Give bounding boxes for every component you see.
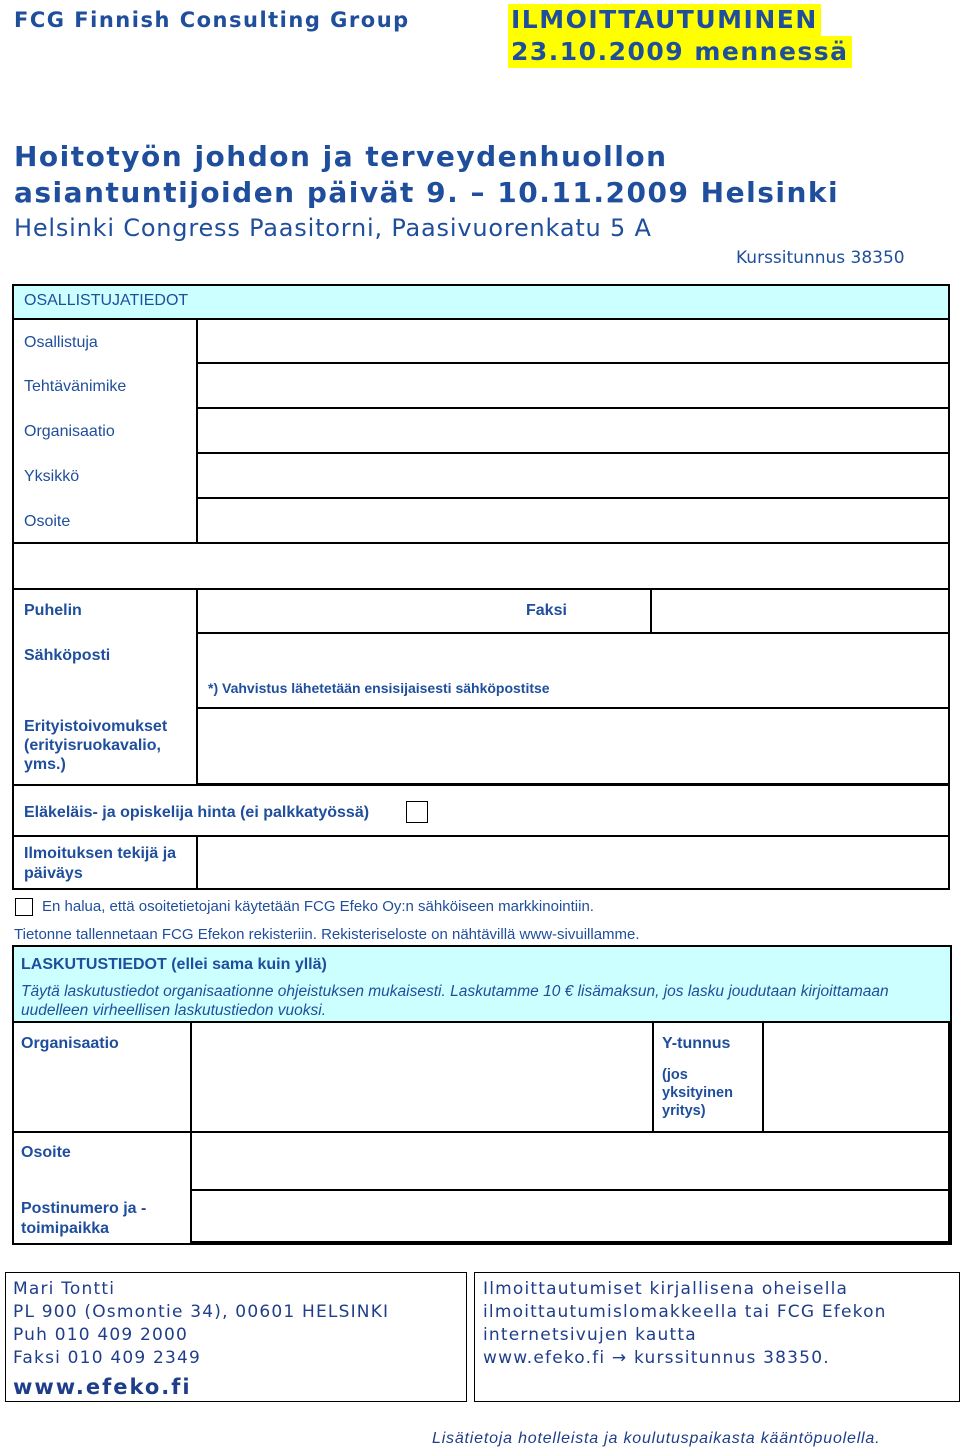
contact-web[interactable]: www.efeko.fi bbox=[13, 1375, 192, 1399]
label-participant: Osallistuja bbox=[24, 334, 98, 351]
contact-address: PL 900 (Osmontie 34), 00601 HELSINKI bbox=[13, 1302, 390, 1322]
registration-info-line2: ilmoittautumislomakkeella tai FCG Efekon bbox=[483, 1302, 887, 1322]
registration-url[interactable]: www.efeko.fi bbox=[483, 1348, 606, 1368]
arrow-right-icon: → bbox=[611, 1348, 628, 1368]
label-unit: Yksikkö bbox=[24, 468, 80, 485]
label-submitter: Ilmoituksen tekijä ja päiväys bbox=[24, 845, 177, 882]
participant-input[interactable] bbox=[196, 318, 950, 364]
label-email: Sähköposti bbox=[24, 647, 111, 664]
event-title-line1: Hoitotyön johdon ja terveydenhuollon bbox=[14, 140, 668, 173]
label-job-title: Tehtävänimike bbox=[24, 378, 127, 395]
billing-label-postal: Postinumero ja -toimipaikka bbox=[21, 1200, 147, 1237]
contact-box bbox=[5, 1272, 467, 1402]
company-name: FCG Finnish Consulting Group bbox=[14, 8, 410, 32]
event-venue: Helsinki Congress Paasitorni, Paasivuorenkatu 5 A bbox=[14, 214, 652, 242]
organisation-input[interactable] bbox=[196, 407, 950, 454]
label-phone: Puhelin bbox=[24, 602, 82, 619]
course-code: Kurssitunnus 38350 bbox=[736, 248, 905, 268]
marketing-optout-text: En halua, että osoitetietojani käytetään FCG Efeko Oy:n sähköiseen markkinointiin. bbox=[42, 898, 594, 915]
divider bbox=[14, 784, 948, 786]
participant-section-title: OSALLISTUJATIEDOT bbox=[24, 292, 189, 309]
unit-input[interactable] bbox=[196, 452, 950, 499]
label-special-diet: Erityistoivomukset (erityisruokavalio, yms.) bbox=[24, 718, 168, 773]
email-input[interactable] bbox=[196, 632, 950, 709]
billing-organisation-input[interactable] bbox=[190, 1021, 654, 1133]
label-pension-price: Eläkeläis- ja opiskelija hinta (ei palkkatyössä) bbox=[24, 804, 370, 821]
label-address: Osoite bbox=[24, 513, 71, 530]
participant-form bbox=[12, 284, 950, 890]
business-id-input[interactable] bbox=[762, 1021, 950, 1133]
email-note: *) Vahvistus lähetetään ensisijaisesti sähköpostitse bbox=[208, 680, 550, 696]
label-fax: Faksi bbox=[526, 602, 567, 619]
billing-address-input[interactable] bbox=[190, 1131, 950, 1191]
address-input[interactable] bbox=[196, 497, 950, 544]
address-input-line2[interactable] bbox=[14, 542, 950, 590]
billing-label-organisation: Organisaatio bbox=[21, 1035, 119, 1052]
footer-note: Lisätietoja hotelleista ja koulutuspaikasta kääntöpuolella. bbox=[432, 1430, 881, 1447]
registration-info-line1: Ilmoittautumiset kirjallisena oheisella bbox=[483, 1279, 849, 1299]
contact-phone: Puh 010 409 2000 bbox=[13, 1325, 189, 1345]
registration-course-code: kurssitunnus 38350. bbox=[633, 1348, 830, 1368]
special-diet-input[interactable] bbox=[196, 707, 950, 785]
billing-label-address: Osoite bbox=[21, 1144, 71, 1161]
billing-label-business-id: Y-tunnus bbox=[662, 1035, 731, 1052]
billing-instructions: Täytä laskutustiedot organisaationne ohjeistuksen mukaisesti. Laskutamme 10 € lisämaksun, jos lasku joudutaan kirjoittamaan uudelleen virheellisen laskutustiedon vuoksi. bbox=[21, 983, 889, 1019]
billing-business-id-note: (jos yksityinen yritys) bbox=[662, 1067, 733, 1119]
contact-fax: Faksi 010 409 2349 bbox=[13, 1348, 202, 1368]
register-note: Tietonne tallennetaan FCG Efekon rekisteriin. Rekisteriseloste on nähtävillä www-sivuillamme. bbox=[14, 926, 640, 943]
submitter-input[interactable] bbox=[196, 835, 950, 890]
fax-input[interactable] bbox=[650, 588, 950, 634]
billing-postal-input[interactable] bbox=[190, 1189, 950, 1243]
registration-info-line4 bbox=[483, 1347, 887, 1370]
deadline-line1: ILMOITTAUTUMINEN bbox=[508, 4, 821, 36]
job-title-input[interactable] bbox=[196, 362, 950, 409]
pension-price-checkbox[interactable] bbox=[406, 801, 428, 823]
marketing-optout-checkbox[interactable] bbox=[15, 898, 33, 916]
deadline-line2: 23.10.2009 mennessä bbox=[508, 36, 852, 68]
registration-info-box bbox=[474, 1272, 960, 1402]
billing-form bbox=[12, 945, 952, 1245]
billing-section-title: LASKUTUSTIEDOT (ellei sama kuin yllä) bbox=[21, 956, 327, 973]
label-organisation: Organisaatio bbox=[24, 423, 115, 440]
contact-name: Mari Tontti bbox=[13, 1279, 116, 1299]
phone-input[interactable] bbox=[196, 588, 652, 634]
event-title-line2: asiantuntijoiden päivät 9. – 10.11.2009 Helsinki bbox=[14, 176, 840, 209]
registration-info-line3: internetsivujen kautta bbox=[483, 1325, 697, 1345]
